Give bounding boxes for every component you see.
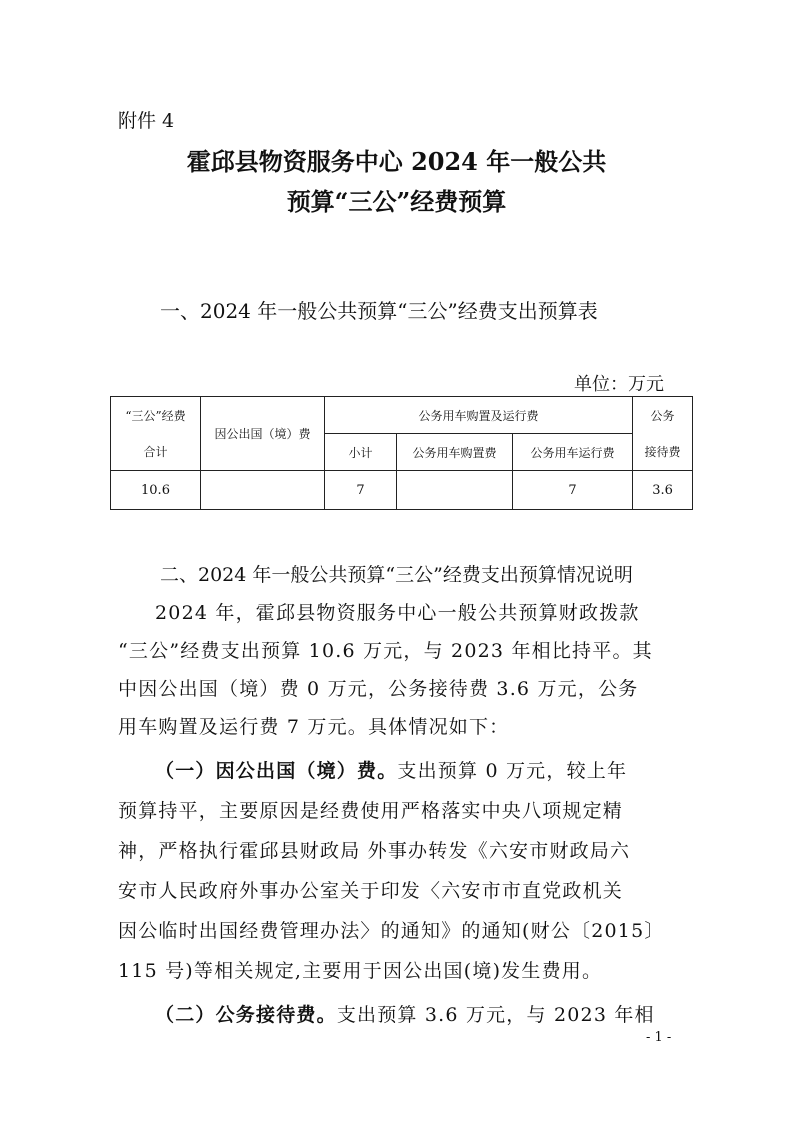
paragraph-line: 因公临时出国经费管理办法〉的通知》的通知(财公〔2015〕 bbox=[118, 920, 665, 942]
header-subtotal: 小计 bbox=[325, 434, 397, 471]
cell-total: 10.6 bbox=[111, 471, 201, 510]
document-title-line2: 预算“三公”经费预算 bbox=[286, 187, 507, 216]
subheading-abroad: （一）因公出国（境）费。 bbox=[155, 760, 398, 782]
paragraph-line: 中因公出国（境）费 0 万元，公务接待费 3.6 万元，公务 bbox=[118, 678, 639, 700]
header-reception-line2: 接待费 bbox=[644, 444, 681, 459]
budget-table bbox=[110, 396, 693, 510]
cell-purchase bbox=[397, 471, 513, 510]
header-purchase: 公务用车购置费 bbox=[397, 434, 513, 471]
header-total bbox=[111, 397, 201, 471]
paragraph-line: 预算持平，主要原因是经费使用严格落实中央八项规定精 bbox=[118, 800, 624, 822]
header-total-line1: “三公”经费 bbox=[125, 408, 186, 423]
section-heading-2: 二、2024 年一般公共预算“三公”经费支出预算情况说明 bbox=[160, 564, 633, 586]
header-operation: 公务用车运行费 bbox=[513, 434, 633, 471]
cell-subtotal: 7 bbox=[325, 471, 397, 510]
paragraph-line: 2024 年，霍邱县物资服务中心一般公共预算财政拨款 bbox=[155, 602, 640, 624]
section-heading-1: 一、2024 年一般公共预算“三公”经费支出预算表 bbox=[160, 299, 598, 323]
cell-abroad bbox=[201, 471, 325, 510]
header-reception-line1: 公务 bbox=[650, 408, 675, 423]
paragraph-line: 用车购置及运行费 7 万元。具体情况如下： bbox=[118, 716, 510, 738]
header-vehicle: 公务用车购置及运行费 bbox=[325, 397, 633, 434]
page-number: - 1 - bbox=[646, 1030, 672, 1045]
table-row bbox=[111, 471, 693, 510]
unit-label: 单位：万元 bbox=[574, 374, 664, 395]
attachment-label: 附件 4 bbox=[118, 110, 175, 132]
paragraph-line: 安市人民政府外事办公室关于印发〈六安市市直党政机关 bbox=[118, 880, 624, 902]
document-title-line1: 霍邱县物资服务中心 2024 年一般公共 bbox=[186, 147, 607, 176]
paragraph-line bbox=[155, 756, 627, 783]
paragraph-line: “三公”经费支出预算 10.6 万元，与 2023 年相比持平。其 bbox=[118, 640, 653, 662]
header-abroad: 因公出国（境）费 bbox=[201, 397, 325, 471]
header-reception bbox=[633, 397, 693, 471]
subheading-reception: （二）公务接待费。 bbox=[155, 1004, 337, 1026]
paragraph-text: 支出预算 0 万元，较上年 bbox=[397, 760, 628, 782]
paragraph-text: 支出预算 3.6 万元，与 2023 年相 bbox=[336, 1004, 655, 1026]
paragraph-line bbox=[155, 1000, 655, 1027]
paragraph-line: 神，严格执行霍邱县财政局 外事办转发《六安市财政局六 bbox=[118, 840, 631, 862]
paragraph-line: 115 号)等相关规定,主要用于因公出国(境)发生费用。 bbox=[118, 960, 603, 982]
cell-reception: 3.6 bbox=[633, 471, 693, 510]
header-total-line2: 合计 bbox=[143, 444, 168, 459]
cell-operation: 7 bbox=[513, 471, 633, 510]
